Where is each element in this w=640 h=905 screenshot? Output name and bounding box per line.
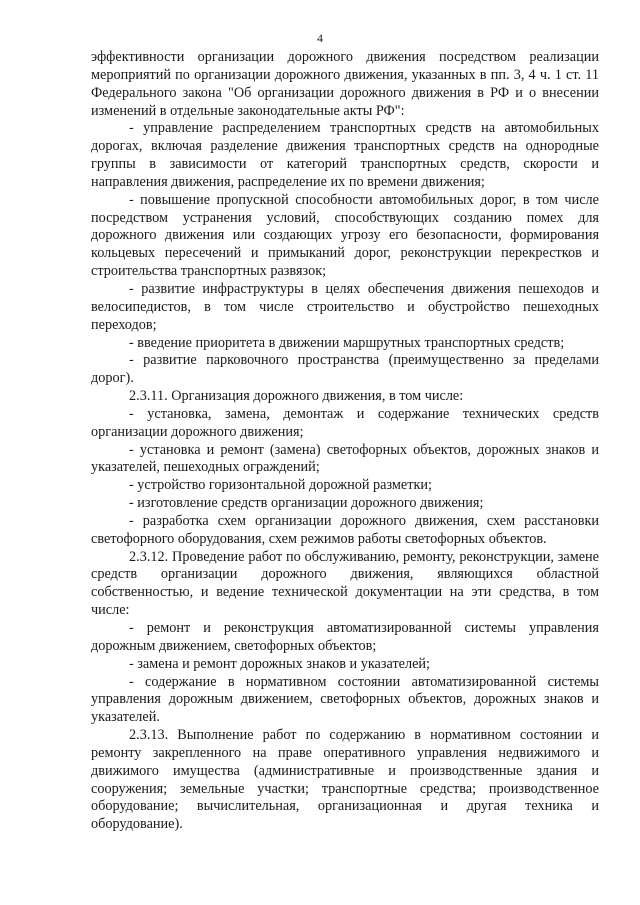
list-item-scheme-development: - разработка схем организации дорожного движения, схем расстановки светофорного оборудования, схем режимов работы светофорных объектов. [91,512,599,547]
list-item-route-priority: - введение приоритета в движении маршрутных транспортных средств; [129,334,565,351]
list-item-road-capacity: - повышение пропускной способности автомобильных дорог, в том числе посредством устранения условий, способствующих созданию помех для дорожного движения или создающих угрозу его безопасности, формирования кольцевых пересечений и примыканий дорог, реконструкции перекрестков и строительства транспортных развязок; [91,191,599,280]
document-body [91,49,599,834]
list-item-automated-system-repair: - ремонт и реконструкция автоматизированной системы управления дорожным движением, светофорных объектов; [91,620,599,654]
section-2-3-11: 2.3.11. Организация дорожного движения, в том числе: [129,388,464,405]
list-item-technical-means: - установка, замена, демонтаж и содержание технических средств организации дорожного движения; [91,405,599,440]
list-item-signs-replacement: - замена и ремонт дорожных знаков и указателей; [129,655,431,672]
section-2-3-13: 2.3.13. Выполнение работ по содержанию в нормативном состоянии и ремонту закрепленного на праве оперативного управления недвижимого и движимого имущества (административные и производственные здания и сооружения; земельные участки; транспортные средства; производственное оборудование; вычислительная, организационная и другая техника и оборудование). [91,727,599,833]
list-item-traffic-lights-signs: - установка и ремонт (замена) светофорных объектов, дорожных знаков и указателей, пешеходных ограждений; [91,441,599,476]
list-item-maintenance: - содержание в нормативном состоянии автоматизированной системы управления дорожным движением, светофорных объектов, дорожных знаков и указателей. [91,673,599,726]
section-2-3-12: 2.3.12. Проведение работ по обслуживанию, ремонту, реконструкции, замене средств организации дорожного движения, являющихся областной собственностью, и ведение технической документации на эти средства, в том числе: [91,548,599,619]
list-item-vehicle-distribution: - управление распределением транспортных средств на автомобильных дорогах, включая разделение движения транспортных средств на однородные группы в зависимости от категорий транспортных средств, скорости и направления движения, распределение их по времени движения; [91,120,599,190]
list-item-road-marking: - устройство горизонтальной дорожной разметки; [129,477,432,494]
list-item-parking-space: - развитие парковочного пространства (преимущественно за пределами дорог). [91,352,599,387]
list-item-manufacturing: - изготовление средств организации дорожного движения; [129,495,484,512]
list-item-pedestrian-infrastructure: - развитие инфраструктуры в целях обеспечения движения пешеходов и велосипедистов, в том числе строительство и обустройство пешеходных переходов; [91,280,599,333]
page-number: 4 [317,31,323,45]
paragraph-continuation: эффективности организации дорожного движения посредством реализации мероприятий по организации дорожного движения, указанных в пп. 3, 4 ч. 1 ст. 11 Федерального закона "Об организации дорожного движения в РФ и о внесении изменений в отдельные законодательные акты РФ": [91,49,599,119]
